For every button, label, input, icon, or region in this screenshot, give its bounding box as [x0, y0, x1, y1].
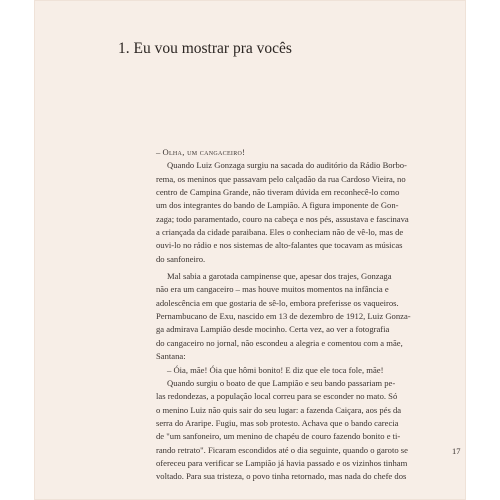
paragraph-line: adolescência em que gostaria de sê-lo, embora preferisse os vaqueiros.: [156, 297, 399, 308]
body-text: [156, 146, 456, 484]
paragraph-line: o menino Luiz não quis sair do seu lugar: a fazenda Caiçara, aos pés da: [156, 404, 402, 415]
paragraph-line: ga admirava Lampião desde mocinho. Certa vez, ao ver a fotografia: [156, 324, 390, 335]
paragraph-line: Mal sabia a garotada campinense que, apesar dos trajes, Gonzaga: [167, 271, 392, 282]
dialogue-text: Olha, um cangaceiro!: [162, 147, 246, 157]
dialogue-line: – Óia, mãe! Óia que hômi bonito! E diz que ele toca fole, mãe!: [167, 364, 384, 375]
paragraph-line: rando retrato". Ficaram escondidos até o dia seguinte, quando o garoto se: [156, 444, 408, 455]
paragraph-line: zaga; todo paramentado, couro na cabeça e nos pés, assustava e fascinava: [156, 213, 409, 224]
paragraph-line: voltado. Para sua tristeza, o povo tinha retornado, mas nada do chefe dos: [156, 471, 407, 482]
paragraph-line: ouvi-lo no rádio e nos sistemas de alto-falantes que tocavam as músicas: [156, 240, 403, 251]
paragraph-line: do sanfoneiro.: [156, 253, 206, 264]
paragraph-line: a criançada da cidade paraibana. Eles o conheciam não de vê-lo, mas de: [156, 227, 404, 238]
paragraph-line: Quando Luiz Gonzaga surgiu na sacada do auditório da Rádio Borbo-: [167, 160, 407, 171]
paragraph-line: serra do Araripe. Fugiu, mas sob protesto. Achava que o bando carecia: [156, 417, 399, 428]
paragraph-line: centro de Campina Grande, não tiveram dúvida em reconhecê-lo como: [156, 187, 400, 198]
paragraph-line: Santana:: [156, 351, 186, 362]
paragraph-line: não era um cangaceiro – mas houve muitos momentos na infância e: [156, 284, 389, 295]
book-page: [34, 0, 466, 500]
paragraph-line: las redondezas, a população local correu para se esconder no mato. Só: [156, 391, 398, 402]
paragraph-line: de "um sanfoneiro, um menino de chapéu de couro fazendo bonito e ti-: [156, 431, 401, 442]
paragraph-line: ofereceu para verificar se Lampião já havia passado e os vizinhos tinham: [156, 457, 408, 468]
paragraph-line: Pernambucano de Exu, nascido em 13 de dezembro de 1912, Luiz Gonza-: [156, 311, 411, 322]
paragraph-line: do cangaceiro no jornal, não escondeu a alegria e comentou com a mãe,: [156, 337, 403, 348]
paragraph-line: Quando surgiu o boato de que Lampião e seu bando passariam pe-: [167, 377, 396, 388]
chapter-title: 1. Eu vou mostrar pra vocês: [118, 40, 292, 57]
page-number: 17: [452, 446, 461, 456]
paragraph-line: um dos integrantes do bando de Lampião. A figura imponente de Gon-: [156, 200, 399, 211]
paragraph-line: rema, os meninos que passavam pelo calçadão da rua Cardoso Vieira, no: [156, 173, 406, 184]
dialogue-line: – Olha, um cangaceiro!: [156, 147, 246, 157]
